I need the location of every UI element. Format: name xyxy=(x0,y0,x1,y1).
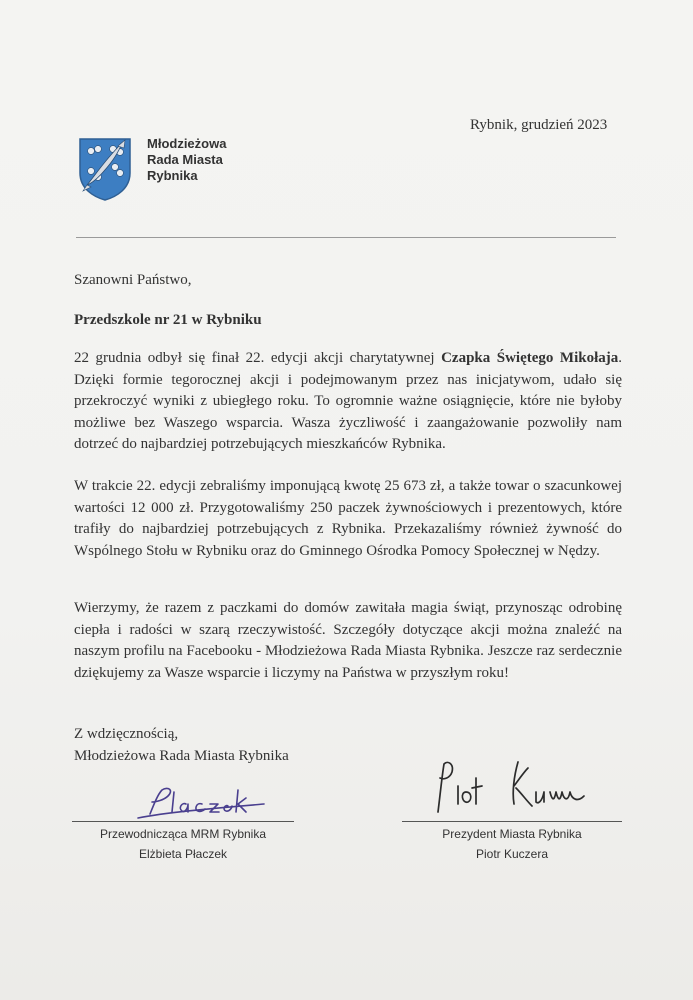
paragraph-2: W trakcie 22. edycji zebraliśmy imponującą kwotę 25 673 zł, a także towar o szacunkowej wartości 12 000 zł. Przygotowaliśmy 250 paczek żywnościowych i prezentowych, które trafiły do najbardziej potrzebujących z Rybnika. Przekazaliśmy również żywność do Wspólnego Stołu w Rybniku oraz do Gminnego Ośrodka Pomocy Społecznej w Nędzy. xyxy=(74,478,622,559)
organization-name xyxy=(147,136,226,184)
paragraph-1 xyxy=(74,348,622,456)
signatory-left xyxy=(72,824,294,864)
header-divider xyxy=(76,237,616,238)
paragraph-3: Wierzymy, że razem z paczkami do domów zawitała magia świąt, przynosząc odrobinę ciepła i radości w szarą rzeczywistość. Szczegóły dotyczące akcji można znaleźć na naszym profilu na Facebooku - Młodzieżowa Rada Miasta Rybnika. Jeszcze raz serdecznie dziękujemy za Wasze wsparcie i liczymy na Państwa w przyszłym roku! xyxy=(74,600,622,681)
greeting: Szanowni Państwo, xyxy=(74,272,192,288)
closing-line-2: Młodzieżowa Rada Miasta Rybnika xyxy=(74,747,289,764)
signature-line-left xyxy=(72,821,294,822)
signature-line-right xyxy=(402,821,622,822)
signatory-right-name: Piotr Kuczera xyxy=(475,847,549,861)
paragraph-1-start: 22 grudnia odbył się finał 22. edycji akcji charytatywnej xyxy=(74,350,442,366)
campaign-name: Czapka Świętego Mikołaja xyxy=(441,350,619,366)
org-name-line2: Rada Miasta xyxy=(147,152,223,167)
signature-kuczera xyxy=(428,756,618,816)
paragraph-1-end: . Dzięki formie tegorocznej akcji i podejmowanym przez nas inicjatywom, udało się przekroczyć wyniki z ubiegłego roku. To ogromnie ważne osiągnięcie, które nie byłoby możliwe bez Waszego wsparcia. Wasza życzliwość i zaangażowanie pozwoliły nam dotrzeć do najbardziej potrzebujących mieszkańców Rybnika. xyxy=(74,350,622,452)
org-name-line3: Rybnika xyxy=(147,168,198,183)
signatory-right xyxy=(402,824,622,864)
closing-line-1: Z wdzięcznością, xyxy=(74,726,179,742)
coat-of-arms-fish-icon xyxy=(78,137,132,201)
letter-date: Rybnik, grudzień 2023 xyxy=(470,117,608,133)
signatory-right-role: Prezydent Miasta Rybnika xyxy=(442,827,582,841)
signature-placzek xyxy=(128,784,268,824)
org-name-line1: Młodzieżowa xyxy=(147,136,227,151)
closing xyxy=(74,724,289,767)
signatory-left-name: Elżbieta Płaczek xyxy=(138,847,228,861)
recipient: Przedszkole nr 21 w Rybniku xyxy=(74,312,262,328)
signatory-left-role: Przewodnicząca MRM Rybnika xyxy=(99,827,267,841)
